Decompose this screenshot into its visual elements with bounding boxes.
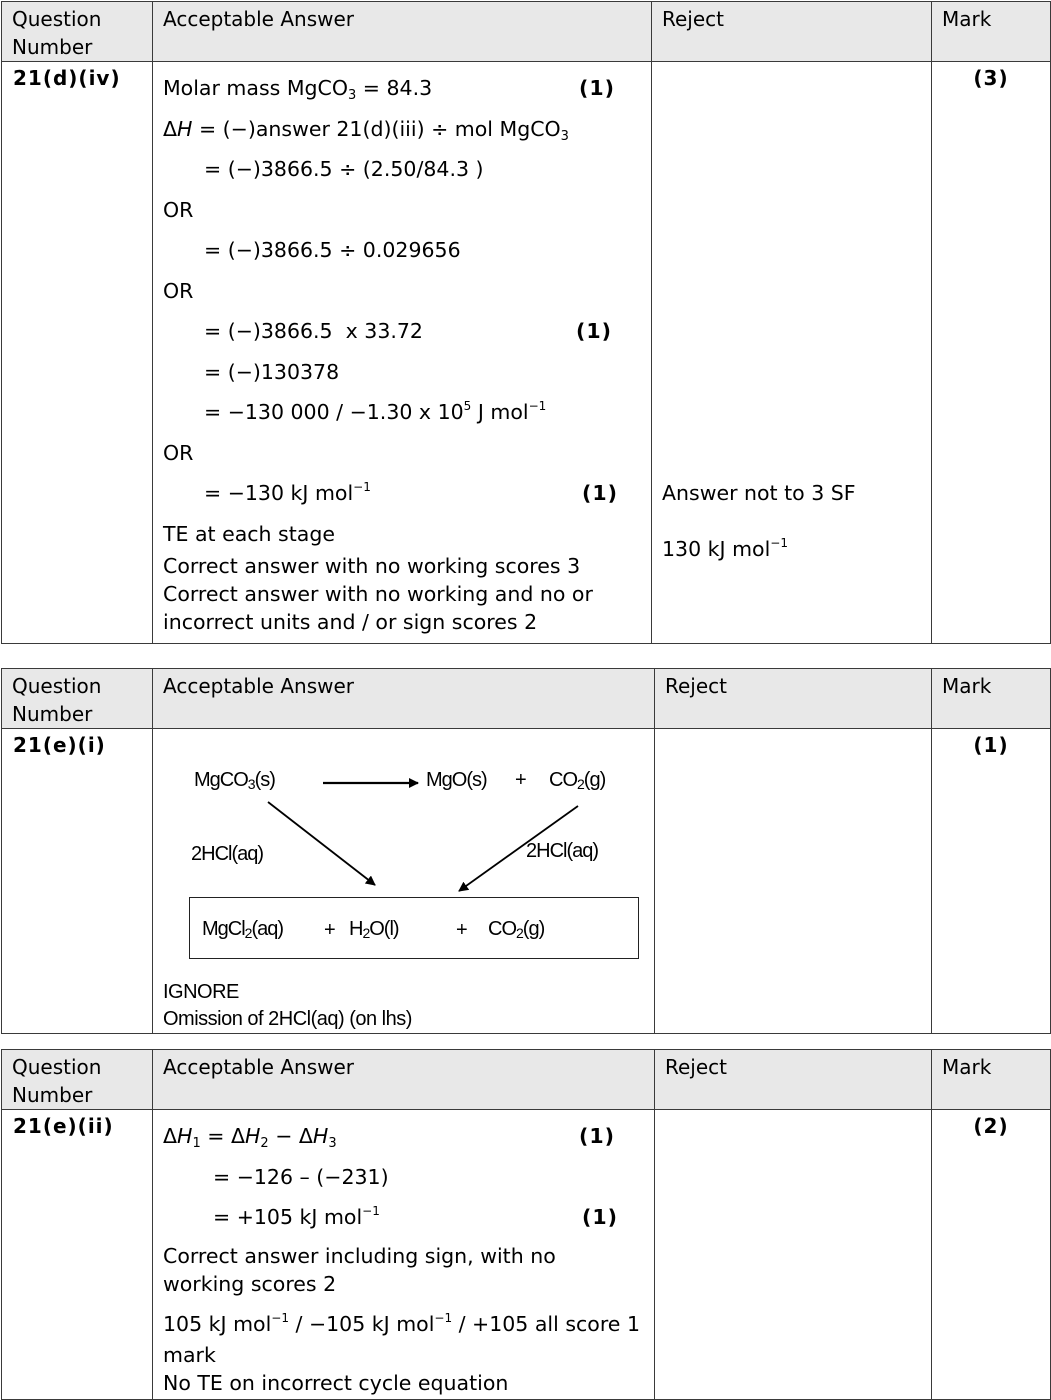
answer-line: = (−)3866.5 ÷ (2.50/84.3 ) bbox=[204, 157, 484, 181]
products-box bbox=[189, 897, 639, 959]
header-mark: Mark bbox=[932, 669, 1051, 729]
reject-cell bbox=[652, 62, 932, 644]
header-acceptable-answer: Acceptable Answer bbox=[153, 2, 652, 62]
point-mark: (1) bbox=[576, 319, 613, 343]
arrow-left-diagonal bbox=[268, 802, 375, 885]
answer-note: Correct answer with no working scores 3 bbox=[163, 554, 581, 578]
point-mark: (1) bbox=[582, 1205, 619, 1229]
answer-note: Correct answer with no working and no or incorrect units and / or sign scores 2 bbox=[163, 582, 593, 634]
point-mark: (1) bbox=[579, 1124, 616, 1148]
box-co2: $CO_2(g)$ bbox=[488, 918, 545, 941]
answer-note: No TE on incorrect cycle equation bbox=[163, 1370, 509, 1395]
table-row bbox=[2, 1110, 1051, 1400]
answer-line: = (−)3866.5 x 33.72 (1) bbox=[163, 311, 651, 352]
arrow-right-diagonal bbox=[459, 806, 578, 891]
header-question-number: Question Number bbox=[2, 1050, 153, 1110]
reject-line: 130 kJ mol$^{-1}$ bbox=[662, 535, 788, 561]
header-reject: Reject bbox=[655, 1050, 932, 1110]
answer-line: OR bbox=[163, 440, 194, 465]
right-reagent-label: 2HCl(aq) bbox=[526, 840, 599, 862]
answer-line: ΔH = (−)answer 21(d)(iii) ÷ mol MgCO$_3$ bbox=[163, 116, 569, 144]
plus-sign: + bbox=[324, 919, 335, 941]
answer-line: OR bbox=[163, 278, 194, 303]
header-reject: Reject bbox=[652, 2, 932, 62]
answer-line: OR bbox=[163, 197, 194, 222]
reject-cell bbox=[655, 729, 932, 1034]
reactant-mgco3: MgCO$_3$(s) bbox=[194, 769, 275, 792]
answer-line: = −130 000 / −1.30 x $10^5$ J mol$^{-1}$ bbox=[204, 399, 547, 424]
mark-cell: (2) bbox=[932, 1110, 1051, 1400]
hess-cycle-diagram bbox=[163, 729, 654, 979]
ignore-label: IGNORE bbox=[163, 981, 239, 1003]
point-mark: (1) bbox=[579, 76, 616, 100]
header-mark: Mark bbox=[932, 2, 1051, 62]
question-number: 21(d)(iv) bbox=[2, 62, 153, 644]
reject-line: Answer not to 3 SF bbox=[662, 481, 856, 505]
header-row bbox=[2, 2, 1051, 62]
header-acceptable-answer: Acceptable Answer bbox=[153, 1050, 655, 1110]
header-acceptable-answer: Acceptable Answer bbox=[153, 669, 655, 729]
mark-scheme-table-21d-iv bbox=[1, 1, 1051, 644]
left-reagent-label: 2HCl(aq) bbox=[191, 843, 264, 865]
question-number: 21(e)(ii) bbox=[2, 1110, 153, 1400]
header-row bbox=[2, 1050, 1051, 1110]
header-reject: Reject bbox=[655, 669, 932, 729]
header-question-number: Question Number bbox=[2, 2, 153, 62]
box-h2o: $H_2O(l)$ bbox=[349, 918, 399, 941]
box-mgcl2: MgCl$_2$(aq) bbox=[202, 918, 284, 941]
point-mark: (1) bbox=[582, 481, 619, 505]
acceptable-answer-cell bbox=[153, 729, 655, 1034]
plus-sign: + bbox=[456, 919, 467, 941]
product-mgo: MgO(s) bbox=[426, 769, 487, 791]
header-question-number: Question Number bbox=[2, 669, 153, 729]
answer-line: = +105 kJ mol$^{-1}$ (1) bbox=[163, 1197, 654, 1238]
plus-sign: + bbox=[515, 769, 526, 791]
product-co2: $CO_2(g)$ bbox=[549, 769, 606, 792]
table-row bbox=[2, 62, 1051, 644]
acceptable-answer-cell bbox=[153, 1110, 655, 1400]
table-row bbox=[2, 729, 1051, 1034]
header-mark: Mark bbox=[932, 1050, 1051, 1110]
answer-line: TE at each stage bbox=[163, 521, 335, 546]
header-row bbox=[2, 669, 1051, 729]
mark-cell: (1) bbox=[932, 729, 1051, 1034]
ignore-note: Omission of 2HCl(aq) (on lhs) bbox=[163, 1008, 412, 1030]
question-number: 21(e)(i) bbox=[2, 729, 153, 1034]
mark-scheme-table-21e-ii bbox=[1, 1049, 1051, 1400]
answer-note: Correct answer including sign, with no working scores 2 bbox=[163, 1243, 556, 1296]
answer-line: = (−)130378 bbox=[204, 359, 340, 384]
answer-line: Molar mass MgCO$_3$ = 84.3 (1) bbox=[163, 68, 651, 109]
acceptable-answer-cell bbox=[153, 62, 652, 644]
answer-line: = −130 kJ mol$^{-1}$ (1) bbox=[163, 473, 651, 514]
answer-line: = −126 – (−231) bbox=[213, 1164, 389, 1189]
mark-cell: (3) bbox=[932, 62, 1051, 644]
mark-scheme-table-21e-i bbox=[1, 668, 1051, 1034]
answer-note: 105 kJ mol$^{-1}$ / −105 kJ mol$^{-1}$ / +105 all score 1 mark bbox=[163, 1310, 640, 1367]
answer-line: = (−)3866.5 ÷ 0.029656 bbox=[204, 238, 461, 262]
answer-line: $\Delta H_1 = \Delta H_2 - \Delta H_3$ (1) bbox=[163, 1116, 654, 1157]
reject-cell bbox=[655, 1110, 932, 1400]
